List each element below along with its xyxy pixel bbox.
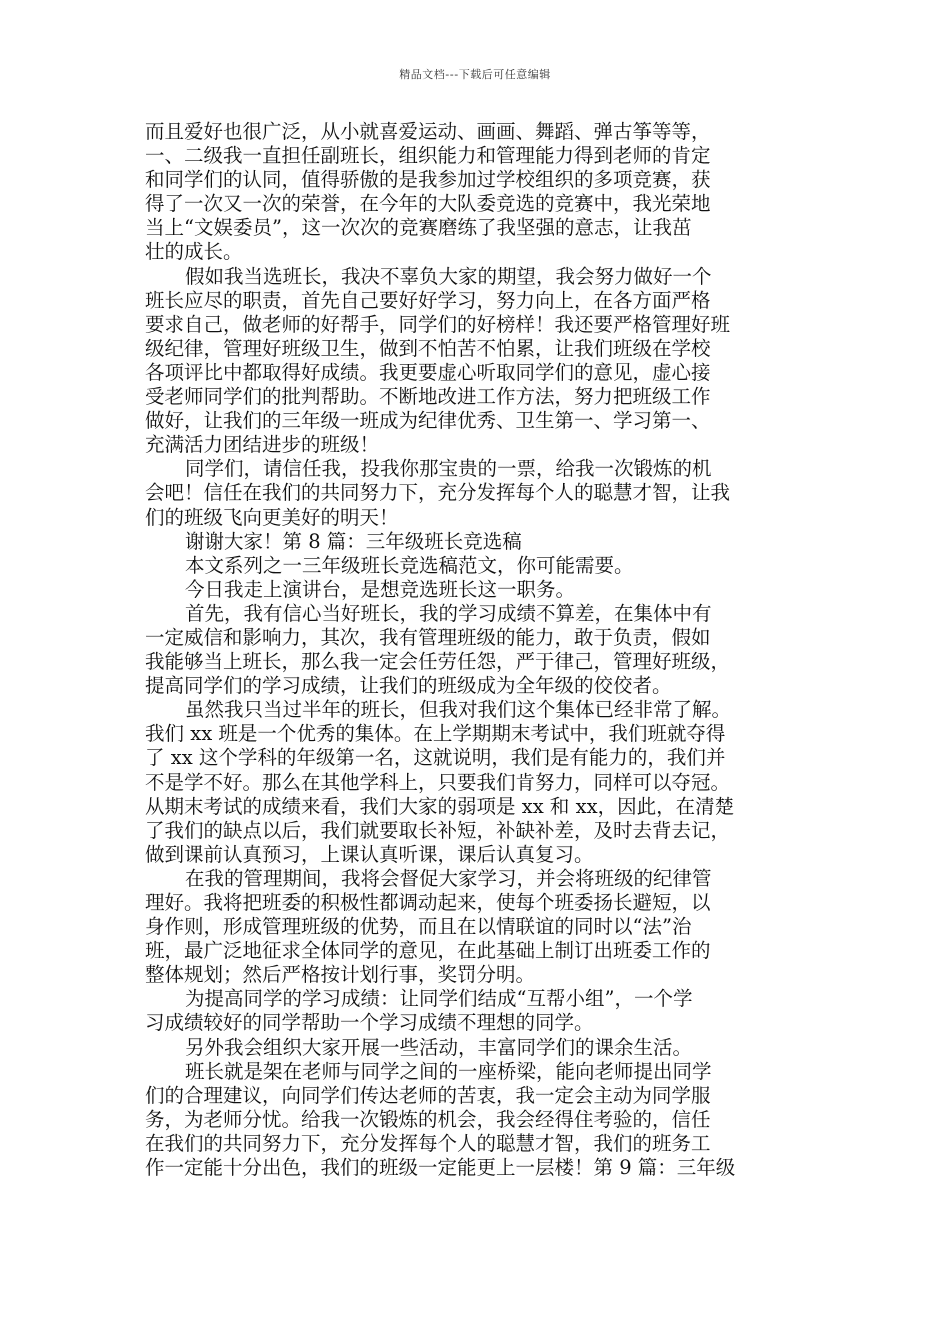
text-line: 我们 xx 班是一个优秀的集体。在上学期期末考试中，我们班就夺得 <box>145 722 726 746</box>
text-line: 班长应尽的职责，首先自己要好好学习，努力向上，在各方面严格 <box>145 288 711 312</box>
text-line: 务，为老师分忧。给我一次锻炼的机会，我会经得住考验的，信任 <box>145 1107 711 1131</box>
text-line: 班长就是架在老师与同学之间的一座桥梁，能向老师提出同学 <box>185 1059 712 1083</box>
text-line: 级纪律，管理好班级卫生，做到不怕苦不怕累，让我们班级在学校 <box>145 336 711 360</box>
text-line: 们的班级飞向更美好的明天！ <box>145 505 399 529</box>
text-line: 各项评比中都取得好成绩。我更要虚心听取同学们的意见，虚心接 <box>145 360 711 384</box>
text-line: 和同学们的认同，值得骄傲的是我参加过学校组织的多项竞赛，获 <box>145 168 711 192</box>
text-line: 而且爱好也很广泛，从小就喜爱运动、画画、舞蹈、弹古筝等等， <box>145 120 711 143</box>
text-line: 了 xx 这个学科的年级第一名，这就说明，我们是有能力的，我们并 <box>145 746 726 770</box>
text-line: 会吧！信任在我们的共同努力下，充分发挥每个人的聪慧才智，让我 <box>145 481 731 505</box>
document-body <box>145 120 810 1180</box>
text-line: 理好。我将把班委的积极性都调动起来，使每个班委扬长避短，以 <box>145 891 711 914</box>
text-line: 我能够当上班长，那么我一定会任劳任怨，严于律己，管理好班级， <box>145 650 731 674</box>
text-line: 当上“文娱委员”，这一次次的竞赛磨练了我坚强的意志，让我茁 <box>145 216 692 240</box>
text-line: 得了一次又一次的荣誉，在今年的大队委竞选的竞赛中，我光荣地 <box>145 192 711 216</box>
text-line: 提高同学们的学习成绩，让我们的班级成为全年级的佼佼者。 <box>145 674 672 698</box>
text-line: 要求自己，做老师的好帮手，同学们的好榜样！我还要严格管理好班 <box>145 312 731 336</box>
text-line: 从期末考试的成绩来看，我们大家的弱项是 xx 和 xx，因此，在清楚 <box>145 794 735 818</box>
text-line: 们的合理建议，向同学们传达老师的苦衷，我一定会主动为同学服 <box>145 1083 711 1107</box>
text-line: 在我的管理期间，我将会督促大家学习，并会将班级的纪律管 <box>185 866 712 890</box>
text-line: 受老师同学们的批判帮助。不断地改进工作方法，努力把班级工作 <box>145 385 711 409</box>
text-line: 班，最广泛地征求全体同学的意见，在此基础上制订出班委工作的 <box>145 939 711 963</box>
page-header: 精品文档---下载后可任意编辑 <box>399 68 551 81</box>
text-line: 身作则，形成管理班级的优势，而且在以情联谊的同时以“法”治 <box>145 915 692 939</box>
text-line: 了我们的缺点以后，我们就要取长补短，补缺补差，及时去背去记， <box>145 818 731 842</box>
text-line: 做好，让我们的三年级一班成为纪律优秀、卫生第一、学习第一、 <box>145 409 711 433</box>
text-line: 充满活力团结进步的班级！ <box>145 433 380 457</box>
text-line: 不是学不好。那么在其他学科上，只要我们肯努力，同样可以夺冠。 <box>145 770 731 794</box>
text-line: 作一定能十分出色，我们的班级一定能更上一层楼！第 9 篇：三年级 <box>145 1156 736 1180</box>
text-line: 整体规划；然后严格按计划行事，奖罚分明。 <box>145 963 536 987</box>
text-line: 在我们的共同努力下，充分发挥每个人的聪慧才智，我们的班务工 <box>145 1131 711 1155</box>
text-line: 一、二级我一直担任副班长，组织能力和管理能力得到老师的肯定 <box>145 144 711 168</box>
text-line: 为提高同学的学习成绩：让同学们结成“互帮小组”，一个学 <box>185 987 693 1011</box>
text-line: 习成绩较好的同学帮助一个学习成绩不理想的同学。 <box>145 1011 594 1035</box>
text-line: 一定威信和影响力，其次，我有管理班级的能力，敢于负责，假如 <box>145 625 711 649</box>
text-line: 壮的成长。 <box>145 240 243 264</box>
text-line: 做到课前认真预习，上课认真听课，课后认真复习。 <box>145 842 594 866</box>
text-line: 同学们，请信任我，投我你那宝贵的一票，给我一次锻炼的机 <box>185 457 712 481</box>
text-line: 本文系列之一三年级班长竞选稿范文，你可能需要。 <box>185 553 634 577</box>
text-line: 虽然我只当过半年的班长，但我对我们这个集体已经非常了解。 <box>185 698 732 722</box>
text-line: 假如我当选班长，我决不辜负大家的期望，我会努力做好一个 <box>185 264 712 288</box>
text-line: 今日我走上演讲台，是想竞选班长这一职务。 <box>185 577 576 601</box>
text-line: 另外我会组织大家开展一些活动，丰富同学们的课余生活。 <box>185 1035 693 1059</box>
text-line: 谢谢大家！第 8 篇：三年级班长竞选稿 <box>185 529 522 553</box>
text-line: 首先，我有信心当好班长，我的学习成绩不算差，在集体中有 <box>185 601 712 625</box>
